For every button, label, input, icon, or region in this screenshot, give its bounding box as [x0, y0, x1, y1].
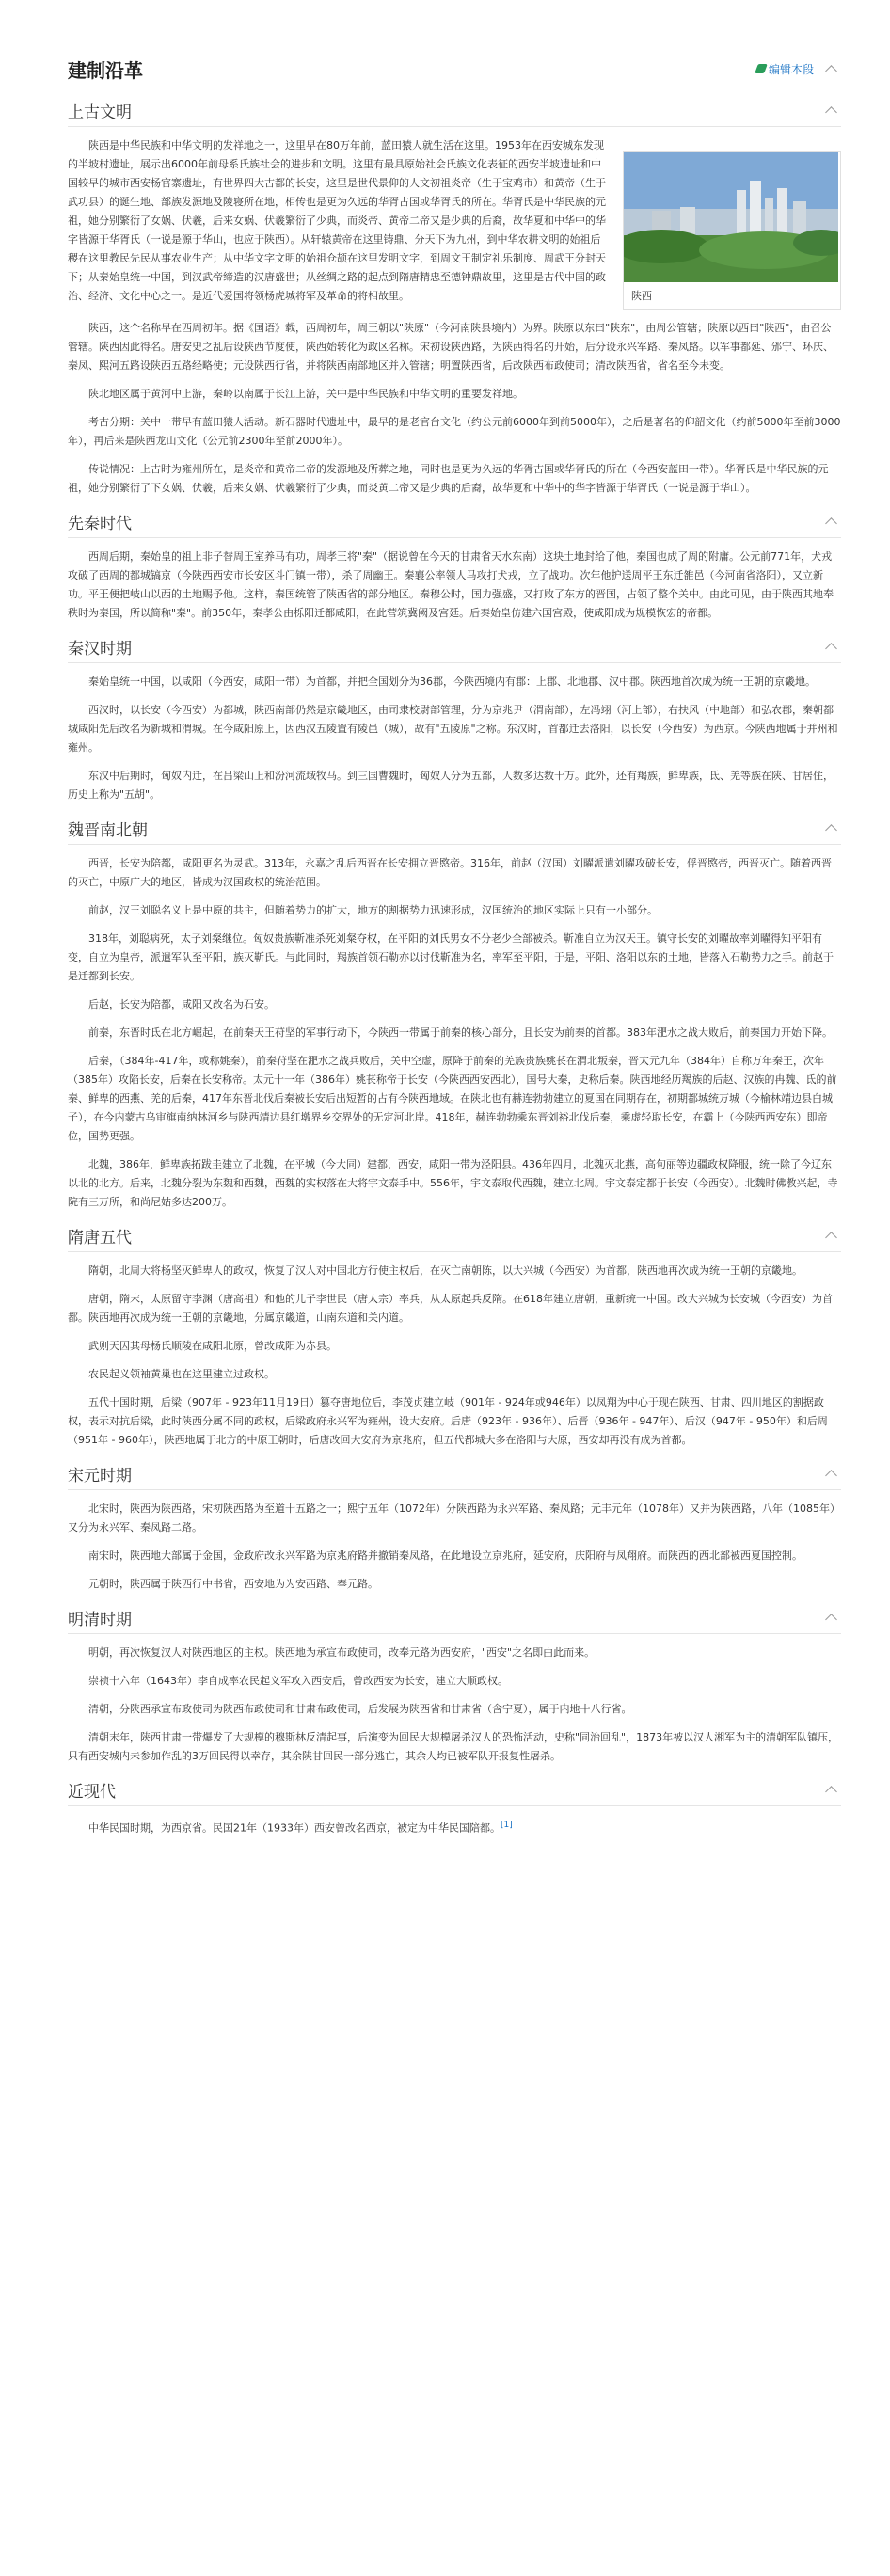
- section-head-5: [68, 1457, 841, 1490]
- section-title: 上古文明: [68, 103, 132, 122]
- collapse-icon[interactable]: [825, 1786, 837, 1798]
- paragraph: 前秦，东晋时氐在北方崛起，在前秦天王苻坚的军事行动下，今陕西一带属于前秦的核心部分，且长安为前秦的首都。383年淝水之战大败后，前秦国力开始下降。: [88, 1026, 833, 1039]
- edit-area: [756, 61, 841, 77]
- section-0-text: [68, 127, 610, 310]
- paragraph: 考古分期：关中一带早有蓝田猿人活动。新石器时代遗址中，最早的是老官台文化（约公元前6000年到前5000年），之后是著名的仰韶文化（约前5000年至前3000年），再后来是陕西龙山文化（公元前2300年至前2000年）。: [68, 416, 841, 447]
- section-head-2: [68, 630, 841, 663]
- paragraph: 崇祯十六年（1643年）李自成率农民起义军攻入西安后，曾改西安为长安，建立大顺政权。: [88, 1675, 508, 1687]
- paragraph: 西周后期，秦始皇的祖上非子替周王室养马有功，周孝王将"秦"（据说曾在今天的甘肃省天水东南）这块土地封给了他，秦国也成了周的附庸。公元前771年，犬戎攻破了西周的都城镐京（今陕西西安市长安区斗门镇一带），杀了周幽王。秦襄公率领人马攻打犬戎，立了战功。次年他护送周平王东迁雒邑（今河南省洛阳），又立新功。平王便把岐山以西的土地赐予他。这样，秦国统管了陕西省的部分地区。秦穆公时，国力强盛，又打败了东方的晋国，占领了整个关中。由此可见，由于陕西其地奉秩时为秦国，所以简称"秦"。前350年，秦孝公由栎阳迁都咸阳，在此营筑冀阙及宫廷。后秦始皇仿建六国宫殿，使咸阳成为规模恢宏的帝都。: [68, 550, 834, 619]
- section-head-0: [68, 94, 841, 127]
- paragraph: 唐朝，隋末，太原留守李渊（唐高祖）和他的儿子李世民（唐太宗）率兵，从太原起兵反隋。在618年建立唐朝，重新统一中国。改大兴城为长安城（今西安）为首都。陕西地再次成为统一王朝的京畿地，分属京畿道，山南东道和关内道。: [68, 1293, 833, 1324]
- paragraph: 秦始皇统一中国，以咸阳（今西安，咸阳一带）为首都，并把全国划分为36郡，今陕西境内有郡：上郡、北地郡、汉中郡。陕西地首次成为统一王朝的京畿地。: [88, 676, 816, 688]
- section-title: 明清时期: [68, 1610, 132, 1630]
- paragraph: 前赵，汉王刘聪名义上是中原的共主，但随着势力的扩大，地方的割据势力迅速形成，汉国统治的地区实际上只有一小部分。: [88, 904, 658, 916]
- page-title: 建制沿革: [68, 58, 143, 82]
- section-title: 近现代: [68, 1782, 116, 1802]
- pencil-icon: [755, 64, 768, 73]
- section-title: 宋元时期: [68, 1466, 132, 1486]
- collapse-icon[interactable]: [825, 65, 837, 77]
- section-title: 隋唐五代: [68, 1228, 132, 1248]
- paragraph: 南宋时，陕西地大部属于金国，金政府改永兴军路为京兆府路并撤销秦凤路，在此地设立京兆府，延安府，庆阳府与凤翔府。而陕西的西北部被西夏国控制。: [88, 1550, 803, 1562]
- paragraph: 清朝末年，陕西甘肃一带爆发了大规模的穆斯林反清起事，后演变为回民大规模屠杀汉人的恐怖活动，史称"同治回乱"，1873年被以汉人湘军为主的清朝军队镇压，只有西安城内未参加作乱的3万回民得以幸存，其余陕甘回民一部分逃亡，其余人均已被军队开报复性屠杀。: [68, 1731, 839, 1762]
- section-title: 先秦时代: [68, 514, 132, 533]
- footnote-link[interactable]: [1]: [501, 1821, 513, 1830]
- paragraph: 北魏，386年，鲜卑族拓跋圭建立了北魏，在平城（今大同）建都，西安，咸阳一带为泾阳县。436年四月，北魏灭北燕，高句丽等边疆政权降服，统一除了今辽东以北的北方。后来，北魏分裂为东魏和西魏，西魏的实权落在大将宇文泰手中。556年，宇文泰取代西魏，建立北周。宇文泰定都于长安（今西安）。北魏时佛教兴起，寺院有三万所，和尚尼姑多达200万。: [68, 1158, 838, 1208]
- collapse-icon[interactable]: [825, 517, 837, 530]
- section-head-1: [68, 505, 841, 538]
- paragraph-last: [68, 1816, 841, 1838]
- section-0-block: [68, 127, 841, 310]
- paragraph: 西汉时，以长安（今西安）为都城，陕西南部仍然是京畿地区，由司隶校尉部管理，分为京兆尹（渭南部），左冯翊（河上部），右扶风（中地部）和弘农郡，秦朝都城咸阳先后改名为新城和渭城。在今咸阳原上，因西汉五陵置有陵邑（城），故有"五陵原"之称。东汉时，首都迁去洛阳，以长安（今西安）为西京。今陕西地属于并州和雍州。: [68, 704, 838, 754]
- collapse-icon[interactable]: [825, 1470, 837, 1482]
- paragraph: 西晋，长安为陪都，咸阳更名为灵武。313年，永嘉之乱后西晋在长安拥立晋愍帝。316年，前赵（汉国）刘曜派遣刘曜攻破长安，俘晋愍帝，西晋灭亡。随着西晋的灭亡，中原广大的地区，皆成为汉国政权的统治范围。: [68, 857, 832, 888]
- city-photo: [624, 152, 838, 282]
- paragraph: 后赵，长安为陪都，咸阳又改名为石安。: [88, 998, 275, 1010]
- edit-section-button[interactable]: [756, 61, 814, 77]
- collapse-icon[interactable]: [825, 1614, 837, 1626]
- paragraph: 陕西是中华民族和中华文明的发祥地之一，这里早在80万年前，蓝田猿人就生活在这里。1953年在西安城东发现的半坡村遗址，展示出6000年前母系氏族社会的进步和文明。这里有最具原始社会氏族文化表征的西安半坡遗址和中国较早的城市西安杨官寨遗址，有世界四大古都的长安，这里是世代景仰的人文初祖炎帝（生于宝鸡市）和黄帝（生于武功县）的诞生地、部族发源地及陵寝所在地，相传也是更为久远的华胥古国或华胥氏的所在。华胥氏是中华民族的元祖，她分别繁衍了女娲、伏羲，后来女娲、伏羲繁衍了少典，而炎帝、黄帝二帝又是少典的后裔，故华夏和中华中的华字皆源于华胥氏（一说是源于华山，也应于陕西）。从轩辕黄帝在这里铸鼎、分天下为九州，到中华农耕文明的始祖后稷在这里教民先民从事农业生产；从中华文字文明的始祖仓颉在这里发明文字，到周文王制定礼乐制度、周武王分封天下；从秦始皇统一中国，到汉武帝缔造的汉唐盛世；从丝绸之路的起点到隋唐精忠至德钟鼎故里，这里是古代中国的政治、经济、文化中心之一。是近代爱国将领杨虎城将军及革命的将相故里。: [68, 139, 606, 302]
- figure[interactable]: [623, 151, 841, 310]
- paragraph: 农民起义领袖黄巢也在这里建立过政权。: [88, 1368, 275, 1380]
- paragraph: 陕北地区属于黄河中上游，秦岭以南属于长江上游，关中是中华民族和中华文明的重要发祥地。: [88, 388, 523, 400]
- figure-caption: 陕西: [631, 290, 652, 302]
- paragraph: 明朝，再次恢复汉人对陕西地区的主权。陕西地为承宣布政使司，改奉元路为西安府，"西安"之名即由此而来。: [88, 1646, 596, 1659]
- collapse-icon[interactable]: [825, 643, 837, 655]
- collapse-icon[interactable]: [825, 824, 837, 836]
- section-head-7: [68, 1773, 841, 1806]
- paragraph: 隋朝，北周大将杨坚灭鲜卑人的政权，恢复了汉人对中国北方行使主权后，在灭亡南朝陈，以大兴城（今西安）为首都，陕西地再次成为统一王朝的京畿地。: [88, 1264, 803, 1277]
- paragraph-text: 中华民国时期，为西京省。民国21年（1933年）西安曾改名西京，被定为中华民国陪都。: [88, 1821, 501, 1835]
- paragraph: 元朝时，陕西属于陕西行中书省，西安地为为安西路、奉元路。: [88, 1578, 378, 1590]
- paragraph: 传说情况：上古时为雍州所在，是炎帝和黄帝二帝的发源地及所葬之地，同时也是更为久远的华胥古国或华胥氏的所在（今西安蓝田一带）。华胥氏是中华民族的元祖，她分别繁衍了下女娲、伏羲，后来女娲、伏羲繁衍了少典，而炎黄二帝又是少典的后裔，故华夏和中华中的华字皆源于华胥氏（一说是源于华山）。: [68, 463, 829, 494]
- paragraph: 北宋时，陕西为陕西路，宋初陕西路为至道十五路之一；熙宁五年（1072年）分陕西路为永兴军路、秦凤路；元丰元年（1078年）又并为陕西路，八年（1085年）又分为永兴军、秦凤路二路。: [68, 1503, 840, 1534]
- collapse-icon[interactable]: [825, 1232, 837, 1244]
- edit-label: 编辑本段: [768, 62, 814, 76]
- section-title: 秦汉时期: [68, 639, 132, 659]
- section-head-6: [68, 1601, 841, 1634]
- paragraph: 东汉中后期时，匈奴内迁，在吕梁山上和汾河流域牧马。到三国曹魏时，匈奴人分为五部，人数多达数十万。此外，还有羯族，鲜卑族，氐、羌等族在陕、甘居住，历史上称为"五胡"。: [68, 770, 834, 801]
- title-row: [68, 0, 841, 87]
- paragraph: 318年，刘聪病死，太子刘粲继位。匈奴贵族靳准杀死刘粲夺权，在平阳的刘氏男女不分老少全部被杀。靳准自立为汉天王。镇守长安的刘曜故率刘曜得知平阳有变，自立为皇帝，派遣军队至平阳，族灭靳氏。与此同时，羯族首领石勒亦以讨伐靳准为名，率军至平阳，于是，平阳、洛阳以东的土地，皆落入石勒势力之手。前赵于是迁都到长安。: [68, 932, 834, 982]
- paragraph: 陕西，这个名称早在西周初年。据《国语》载，西周初年，周王朝以"陕原"（今河南陕县境内）为界。陕原以东曰"陕东"，由周公管辖；陕原以西曰"陕西"，由召公管辖。陕西因此得名。唐安史之乱后设陕西节度使，陕西始转化为政区名称。宋初设陕西路，为陕西得名的开始，后分设永兴军路、秦凤路。以军事都延、邠宁、环庆、秦凤、熙河五路设陕西五路经略使；元设陕西行省，并将陕西南部地区并入管辖；明置陕西省，后改陕西布政使司；清改陕西省，省名至今未变。: [68, 322, 834, 372]
- paragraph: 五代十国时期，后梁（907年 - 923年11月19日）篡夺唐地位后，李茂贞建立岐（901年 - 924年或946年）以凤翔为中心于现在陕西、甘肃、四川地区的割据政权，表示对抗后梁，此时陕西分属不同的政权，后梁政府永兴军为雍州，设大安府。后唐（923年 - 936年）、后晋（936年 - 947年）、后汉（947年 - 950年）和后周（951年 - 960年），陕西地属于北方的中原王朝时，后唐改回大安府为京兆府，但五代都城大多在洛阳与大原，西安却再没有成为首都。: [68, 1396, 828, 1446]
- section-head-4: [68, 1219, 841, 1252]
- collapse-icon[interactable]: [825, 106, 837, 119]
- section-title: 魏晋南北朝: [68, 820, 148, 840]
- paragraph: 武则天因其母杨氏顺陵在咸阳北原，曾改咸阳为赤县。: [88, 1340, 337, 1352]
- paragraph: 清朝，分陕西承宣布政使司为陕西布政使司和甘肃布政使司，后发展为陕西省和甘肃省（含宁夏），属于内地十八行省。: [88, 1703, 632, 1715]
- paragraph: 后秦，（384年-417年，或称姚秦），前秦苻坚在淝水之战兵败后，关中空虚，原降于前秦的羌族贵族姚苌在渭北叛秦，晋太元九年（384年）自称万年秦王，次年（385年）攻陷长安，后秦在长安称帝。太元十一年（386年）姚苌称帝于长安（今陕西西安西北），国号大秦，史称后秦。陕西地经历羯族的后赵、汉族的冉魏、氐的前秦、鲜卑的西燕、羌的后秦，417年东晋北伐后秦被长安后出短暂的占有今陕西地域。在陕北也有赫连勃勃建立的夏国在同期存在，初期都城统万城（今榆林靖边县白城子），在今内蒙古乌审旗南纳林河乡与陕西靖边县红墩界乡交界处的无定河北岸。418年，赫连勃勃乘东晋刘裕北伐后秦，乘虚轻取长安，在霸上（今陕西西安东）即帝位，国势更强。: [68, 1055, 837, 1142]
- section-head-3: [68, 812, 841, 845]
